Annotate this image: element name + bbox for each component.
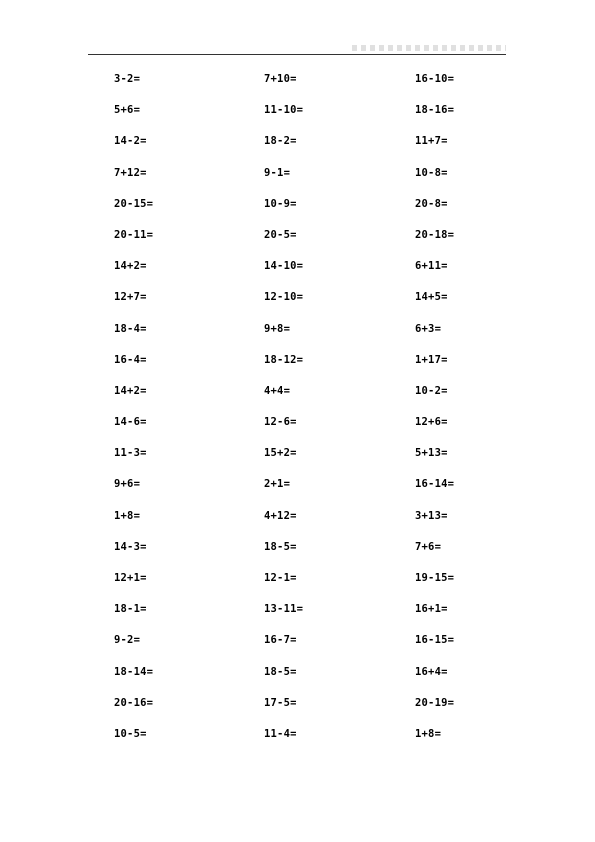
math-problem: 13-11= bbox=[264, 603, 304, 616]
math-problem: 9+6= bbox=[114, 478, 141, 491]
math-problem: 14-2= bbox=[114, 135, 147, 148]
problem-row bbox=[0, 101, 595, 132]
math-problem: 12+7= bbox=[114, 291, 147, 304]
math-problem: 19-15= bbox=[415, 572, 455, 584]
math-problem: 3+13= bbox=[415, 509, 448, 522]
math-problem: 12-6= bbox=[264, 416, 297, 429]
problem-row bbox=[0, 694, 595, 725]
problem-row bbox=[0, 475, 595, 506]
math-problem: 20-8= bbox=[415, 197, 448, 210]
math-problem: 11-10= bbox=[264, 104, 304, 117]
math-problem: 9+8= bbox=[264, 322, 291, 335]
problem-row bbox=[0, 382, 595, 413]
math-problem: 10-5= bbox=[114, 727, 147, 740]
math-problem: 14+2= bbox=[114, 260, 147, 273]
math-problem: 2+1= bbox=[264, 478, 291, 491]
math-problem: 18-14= bbox=[114, 665, 154, 678]
math-problem: 4+4= bbox=[264, 384, 291, 397]
problem-row bbox=[0, 663, 595, 694]
math-problem: 12+1= bbox=[114, 572, 147, 584]
problem-row bbox=[0, 351, 595, 382]
math-problem: 6+3= bbox=[415, 322, 442, 335]
problem-row bbox=[0, 600, 595, 631]
problem-row bbox=[0, 413, 595, 444]
problem-row bbox=[0, 507, 595, 538]
math-problem: 10-9= bbox=[264, 197, 297, 210]
header-faint-text bbox=[352, 45, 506, 51]
math-problem: 6+11= bbox=[415, 260, 448, 273]
math-problem: 14-3= bbox=[114, 540, 147, 553]
math-problem: 11-4= bbox=[264, 727, 297, 740]
math-problem: 11-3= bbox=[114, 447, 147, 460]
problem-row bbox=[0, 631, 595, 662]
math-problem: 20-18= bbox=[415, 228, 455, 241]
problem-row bbox=[0, 132, 595, 163]
math-problem: 14-10= bbox=[264, 260, 304, 273]
math-problem: 16-15= bbox=[415, 634, 455, 647]
problem-row bbox=[0, 257, 595, 288]
math-problem: 5+13= bbox=[415, 447, 448, 460]
math-problem: 18-1= bbox=[114, 603, 147, 616]
math-problem: 20-19= bbox=[415, 696, 455, 709]
math-problem: 18-5= bbox=[264, 665, 297, 678]
math-problem: 9-2= bbox=[114, 634, 141, 647]
math-problem: 1+8= bbox=[415, 727, 442, 740]
math-problem: 14+5= bbox=[415, 291, 448, 304]
problem-row bbox=[0, 725, 595, 756]
problem-row bbox=[0, 288, 595, 319]
problem-row bbox=[0, 70, 595, 101]
problem-row bbox=[0, 164, 595, 195]
math-problem: 20-15= bbox=[114, 197, 154, 210]
math-problem: 10-8= bbox=[415, 166, 448, 179]
math-problem: 18-16= bbox=[415, 104, 455, 117]
math-problem: 7+6= bbox=[415, 540, 442, 553]
math-problem: 5+6= bbox=[114, 104, 141, 117]
math-problem: 14+2= bbox=[114, 384, 147, 397]
math-problem: 16+4= bbox=[415, 665, 448, 678]
math-problem: 4+12= bbox=[264, 509, 297, 522]
math-problem: 12+6= bbox=[415, 416, 448, 429]
problem-grid bbox=[0, 70, 595, 756]
problem-row bbox=[0, 569, 595, 600]
math-problem: 20-5= bbox=[264, 228, 297, 241]
math-problem: 9-1= bbox=[264, 166, 291, 179]
math-problem: 16-7= bbox=[264, 634, 297, 647]
math-problem: 16+1= bbox=[415, 603, 448, 616]
problem-row bbox=[0, 320, 595, 351]
math-problem: 7+10= bbox=[264, 73, 297, 85]
header-rule bbox=[88, 54, 506, 55]
problem-row bbox=[0, 195, 595, 226]
math-problem: 12-10= bbox=[264, 291, 304, 304]
math-problem: 3-2= bbox=[114, 73, 141, 85]
problem-row bbox=[0, 226, 595, 257]
math-problem: 7+12= bbox=[114, 166, 147, 179]
math-problem: 1+17= bbox=[415, 353, 448, 366]
math-problem: 15+2= bbox=[264, 447, 297, 460]
math-problem: 12-1= bbox=[264, 572, 297, 584]
problem-row bbox=[0, 538, 595, 569]
problem-row bbox=[0, 444, 595, 475]
math-problem: 18-2= bbox=[264, 135, 297, 148]
math-problem: 20-11= bbox=[114, 228, 154, 241]
math-problem: 17-5= bbox=[264, 696, 297, 709]
math-problem: 20-16= bbox=[114, 696, 154, 709]
math-problem: 1+8= bbox=[114, 509, 141, 522]
math-problem: 16-10= bbox=[415, 73, 455, 85]
math-problem: 14-6= bbox=[114, 416, 147, 429]
math-problem: 10-2= bbox=[415, 384, 448, 397]
math-problem: 16-4= bbox=[114, 353, 147, 366]
math-problem: 16-14= bbox=[415, 478, 455, 491]
math-problem: 18-5= bbox=[264, 540, 297, 553]
math-problem: 18-12= bbox=[264, 353, 304, 366]
math-problem: 11+7= bbox=[415, 135, 448, 148]
math-problem: 18-4= bbox=[114, 322, 147, 335]
